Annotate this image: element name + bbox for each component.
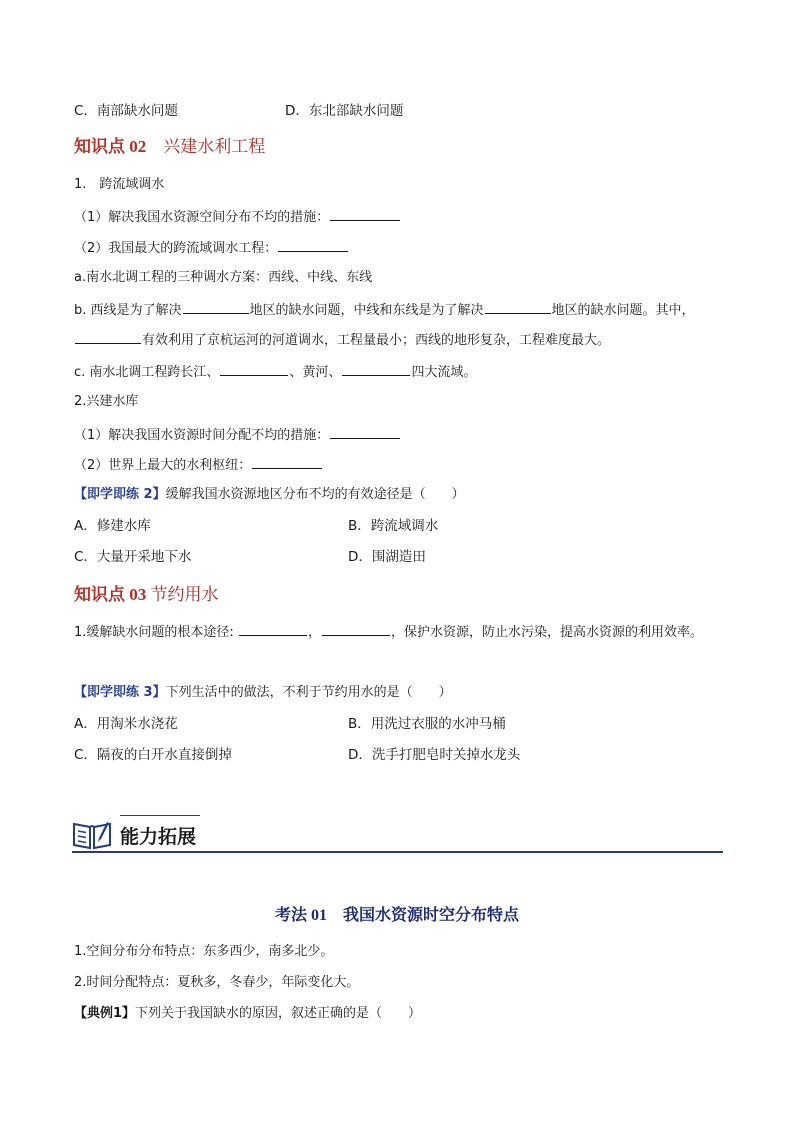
- heading-title: 兴建水利工程: [163, 137, 266, 156]
- method-line-1: 1.空间分布分布特点：东多西少，南多北少。: [74, 944, 334, 959]
- option-c[interactable]: C．隔夜的白开水直接倒掉: [74, 747, 232, 763]
- heading-number: 知识点 03: [74, 585, 147, 604]
- fill-blank[interactable]: [252, 455, 322, 469]
- line-c: [74, 362, 476, 382]
- fill-blank[interactable]: [330, 425, 400, 439]
- banner-underline: [72, 851, 723, 853]
- text: 、黄河、: [289, 365, 342, 380]
- open-book-icon: [72, 818, 112, 850]
- question-text: （1）解决我国水资源空间分布不均的措施：: [74, 210, 330, 225]
- text: 有效利用了京杭运河的河道调水，工程量最小；西线的地形复杂，工程难度最大。: [142, 333, 611, 348]
- practice-2-question: [74, 486, 465, 504]
- kp3-line: [74, 622, 703, 642]
- section-banner-title: 能力拓展: [120, 826, 197, 848]
- fill-blank[interactable]: [183, 300, 249, 314]
- method-01-title: 考法 01 我国水资源时空分布特点: [274, 907, 519, 924]
- heading-number: 知识点 02: [74, 137, 147, 156]
- example-1-question: [74, 1005, 421, 1023]
- text: ，: [307, 625, 321, 640]
- question-text: （2）我国最大的跨流域调水工程：: [74, 241, 278, 256]
- option-b[interactable]: B．用洗过衣服的水冲马桶: [348, 716, 506, 732]
- practice-tag: 【即学即练 2】: [74, 487, 166, 502]
- text: 地区的缺水问题。其中，: [551, 303, 695, 318]
- question-line-4: [74, 455, 323, 475]
- question-text: （1）解决我国水资源时间分配不均的措施：: [74, 428, 330, 443]
- line-a: a.南水北调工程的三种调水方案：西线、中线、东线: [74, 270, 373, 285]
- option-c: C．南部缺水问题: [74, 103, 178, 119]
- text: ，保护水资源，防止水污染，提高水资源的利用效率。: [390, 625, 703, 640]
- heading-title: 节约用水: [150, 585, 219, 604]
- practice-3-question: [74, 684, 452, 702]
- fill-blank[interactable]: [485, 300, 551, 314]
- fill-blank[interactable]: [220, 362, 288, 376]
- knowledge-point-02-heading: [74, 136, 265, 158]
- question-line-3: [74, 425, 401, 445]
- option-a[interactable]: A．修建水库: [74, 518, 151, 534]
- practice-tag: 【即学即练 3】: [74, 685, 166, 700]
- fill-blank[interactable]: [278, 238, 348, 252]
- line-b-2: [74, 330, 610, 350]
- item-2-title: 2.兴建水库: [74, 394, 139, 409]
- fill-blank[interactable]: [75, 330, 141, 344]
- fill-blank[interactable]: [330, 207, 400, 221]
- option-b[interactable]: B．跨流域调水: [348, 518, 439, 534]
- banner-top-rule: [120, 815, 200, 816]
- question-text: （2）世界上最大的水利枢纽：: [74, 458, 252, 473]
- text: 1.缓解缺水问题的根本途径:: [74, 625, 234, 640]
- method-line-2: 2.时间分配特点：夏秋多，冬春少，年际变化大。: [74, 975, 360, 990]
- fill-blank[interactable]: [322, 622, 390, 636]
- line-b-1: [74, 300, 695, 320]
- option-a[interactable]: A．用淘米水浇花: [74, 716, 178, 732]
- fill-blank[interactable]: [342, 362, 410, 376]
- text: 四大流域。: [411, 365, 477, 380]
- example-tag: 【典例1】: [74, 1006, 136, 1021]
- question-line-1: [74, 207, 401, 227]
- question-line-2: [74, 238, 349, 258]
- question-text: 缓解我国水资源地区分布不均的有效途径是（ ）: [165, 487, 465, 502]
- text: b. 西线是为了解决: [74, 303, 182, 318]
- text: c. 南水北调工程跨长江、: [74, 365, 220, 380]
- question-text: 下列关于我国缺水的原因，叙述正确的是（ ）: [135, 1006, 422, 1021]
- question-text: 下列生活中的做法，不利于节约用水的是（ ）: [165, 685, 452, 700]
- fill-blank[interactable]: [239, 622, 307, 636]
- option-d[interactable]: D．围湖造田: [348, 549, 426, 565]
- option-d[interactable]: D．洗手打肥皂时关掉水龙头: [348, 747, 521, 763]
- knowledge-point-03-heading: [74, 584, 219, 606]
- option-d: D．东北部缺水问题: [285, 103, 404, 119]
- text: 地区的缺水问题，中线和东线是为了解决: [249, 303, 484, 318]
- option-c[interactable]: C．大量开采地下水: [74, 549, 192, 565]
- item-1-title: 1. 跨流域调水: [74, 177, 165, 192]
